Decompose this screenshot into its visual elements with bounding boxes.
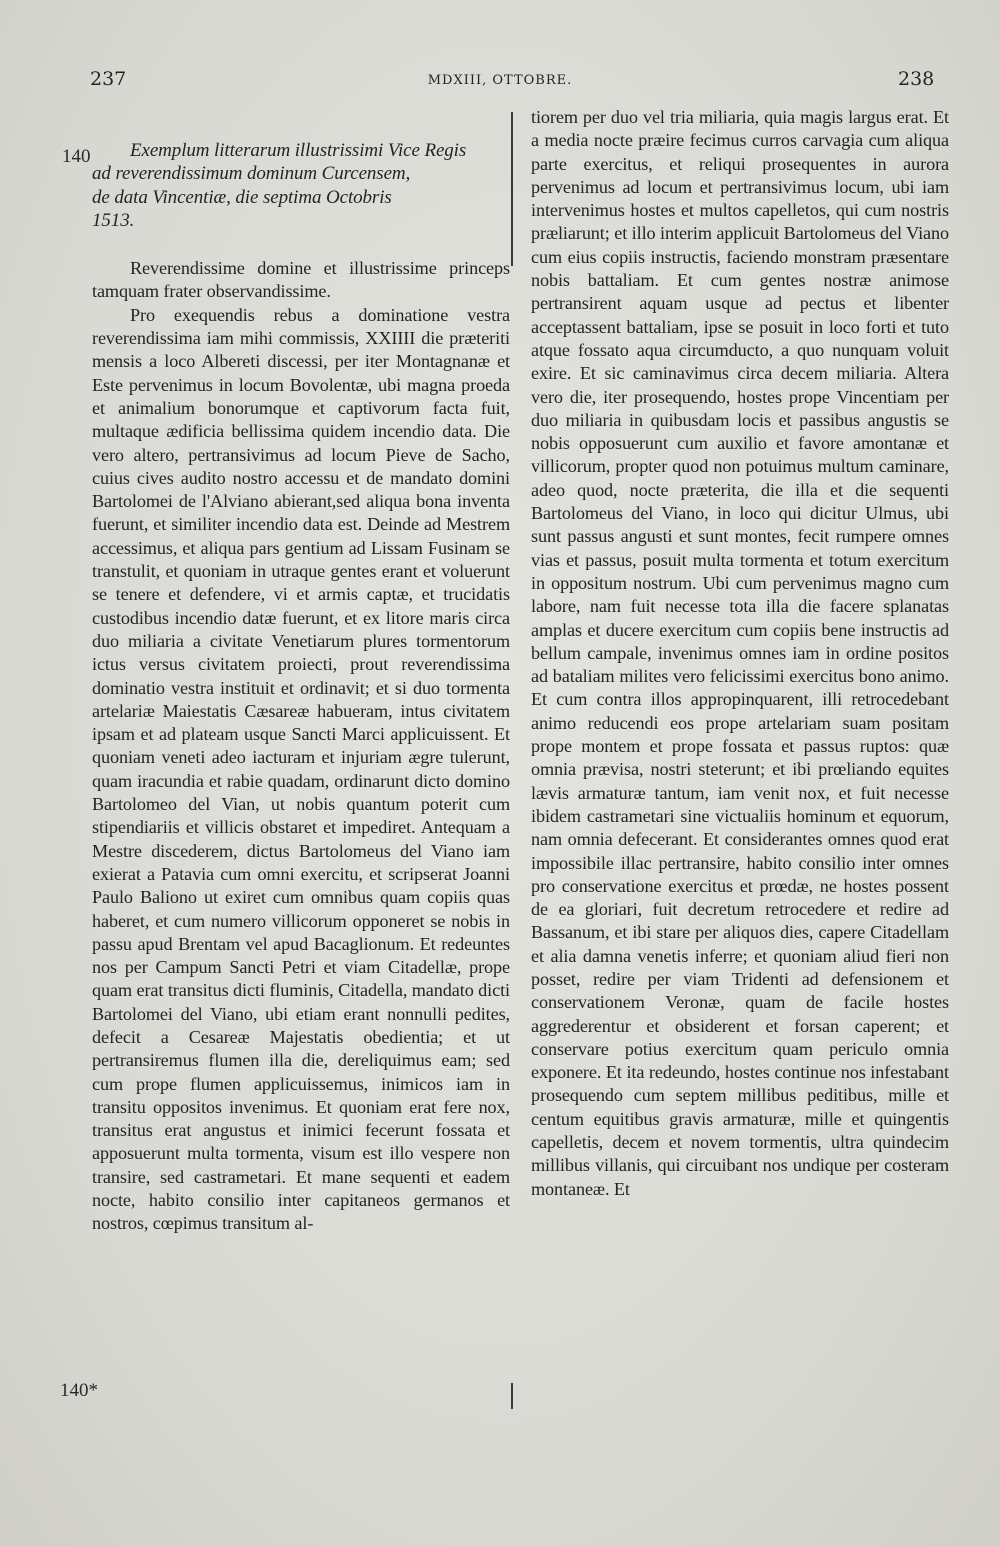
running-head [0,68,1000,98]
margin-entry-number: 140 [62,146,91,167]
heading-line: 1513. [92,209,135,231]
column-rule [511,112,513,266]
salutation: Reverendissime domine et illustrissime princeps tamquam frater observandissime. [92,258,510,302]
heading-line: de data Vincentiæ, die septima Octobris [92,186,392,208]
page-number-left: 237 [90,68,127,90]
body-paragraph-continued: tiorem per duo vel tria miliaria, quia magis largus erat. Et a media nocte præire fecimus curros carvagia cum aliqua parte exercitus, et reliqui prosequentes in aurora pervenimus ad locum et pertransivimus locum, ubi iam intervenimus hostes et multos capelletos, qui cum nostris præliarunt; et illo interim applicuit Bartolomeus del Viano cum eius copiis instructis, faciendo monstram præsentare nobis battaliam. Et cum gentes nostræ animose pertransirent aquam usque ad pectus et libenter acceptassent battaliam, ipse se posuit in loco forti et tuto atque fossato aqua circumducto, a quo nunquam voluit exire. Et sic caminavimus circa decem miliaria. Altera vero die, iter prosequendo, hostes prope Vincentiam per duo miliaria in quibusdam locis et passibus angustis se nobis opposuerunt cum auxilio et favore amontanæ et villicorum, propter quod non potuimus multum caminare, adeo quod, nocte præterita, die illa et die sequenti Bartolomeus del Viano, in loco qui dicitur Ulmus, ubi sunt passus angusti et sunt montes, fecit rumpere omnes vias et passus, posuit multa tormenta et totum exercitum in oppositum nostrum. Ubi cum pervenimus magno cum labore, nam fuit necesse tota illa die facere splanatas amplas et ducere exercitum cum copiis bene instructis ad bellum campale, invenimus omnes iam in ordine positos ad bataliam milites vero felicissimi exercitus bono animo. Et cum contra illos appropinquarent, illi retrocedebant animo reducendi eos prope artelariam suam positam prope montem et prope fossata et passus ruptos: quæ omnia prævisa, nostri steterunt; et ibi prœliando equites lævis armaturæ tantum, iam venit nox, et fuit necesse ibidem castrametari sine victualiis hominum et equorum, nam omnia defecerant. Et considerantes omnes quod erat impossibile illac pertransire, habito consilio inter omnes pro conservatione exercitus et prœdæ, ne hostes possent de ea gloriari, fuit decretum retrocedere et redire ad Bassanum, et ibi stare per aliquos dies, capere Citadellam et alia damna venetis inferre; et quoniam aliud fieri non posset, redire per viam Tridenti ad defensionem et conservationem Veronæ, quam de facile hostes aggrederentur et obsiderent et forsan caperent; et conservare potius exercitum quam periculo omnia exponere. Et ita redeundo, hostes continue nos infestabant prosequendo cum septem millibus peditibus, mille et centum equitibus gravis armaturæ, mille et quingentis capelletis, decem et novem tormentis, ultra quindecim millibus villanis, qui circuibant nos undique per costeram montaneæ. Et [531,107,949,1199]
right-column [531,106,949,1201]
document-heading [92,139,510,232]
page-number-right: 238 [898,68,935,90]
left-column [92,106,510,1236]
margin-entry-number-continued: 140* [60,1380,98,1401]
body-paragraph: Pro exequendis rebus a dominatione vestra reverendissima iam mihi commissis, XXIIII die præteriti mensis a loco Albereti discessi, per iter Montagnanæ et Este pervenimus in locum Bovolentæ, ubi magna proeda et animalium bonorumque et captivorum facta fuit, multaque ædificia bellissima quidem incendio data. Die vero altero, pertransivimus ad locum Pieve de Sacho, cuius cives audito nostro accessu et de mandato domini Bartolomei de l'Alviano abierant,sed aliqua bona inventa fuerunt, et similiter incendio data est. Deinde ad Mestrem accessimus, et aliqua pars gentium ad Lissam Fusinam se transtulit, et quoniam in utraque gentes erant et voluerunt se tenere et defendere, vi et armis captæ, et trucidatis custodibus incendio datæ fuerunt, et ex litore maris circa duo miliaria a civitate Venetiarum plures tormentorum ictus versus civitatem proiecti, prout reverendissima dominatio vestra instituit et ordinavit; et si duo tormenta artelariæ Maiestatis Cæsareæ habueram, intus civitatem ipsam et ad plateam usque Sancti Marci applicuissent. Et quoniam veneti adeo iacturam et injuriam ægre tulerunt, quam iracundia et rabie quadam, ordinarunt dicto domino Bartolomeo del Vian, ut nobis quantum poterit cum stipendiariis et villicis obstaret et impediret. Antequam a Mestre discederem, dictus Bartolomeus del Viano iam exierat a Patavia cum omni exercitu, et scripserat Joanni Paulo Baliono ut exiret cum omnibus quam copiis quas haberet, et cum numero villicorum opponeret se nobis in passu apud Brentam vel apud Bacaglionum. Et redeuntes nos per Campum Sancti Petri et viam Citadellæ, prope quam erat transitus dicti fluminis, Citadella, mandato dicti Bartolomei del Viano, ubi etiam erant nonnulli pedites, defecit a Cesareæ Majestatis obedientia; et ut pertransiremus flumen illa die, dereliquimus eam; sed cum prope flumen applicuissemus, inimicos iam in transitu oppositos invenimus. Et quoniam erat fere nox, transitus erat angustus et inimici fecerunt fossata et apposuerunt multa tormenta, visum est illo vespere non transire, sed castrametari. Et mane sequenti et eadem nocte, habito consilio inter capitaneos germanos et nostros, cœpimus transitum al- [92,304,510,1234]
heading-line: Exemplum litterarum illustrissimi Vice Regis [130,140,467,161]
heading-line: ad reverendissimum dominum Curcensem, [92,163,411,185]
running-title: MDXIII, OTTOBRE. [427,73,573,88]
column-rule [511,1383,513,1409]
